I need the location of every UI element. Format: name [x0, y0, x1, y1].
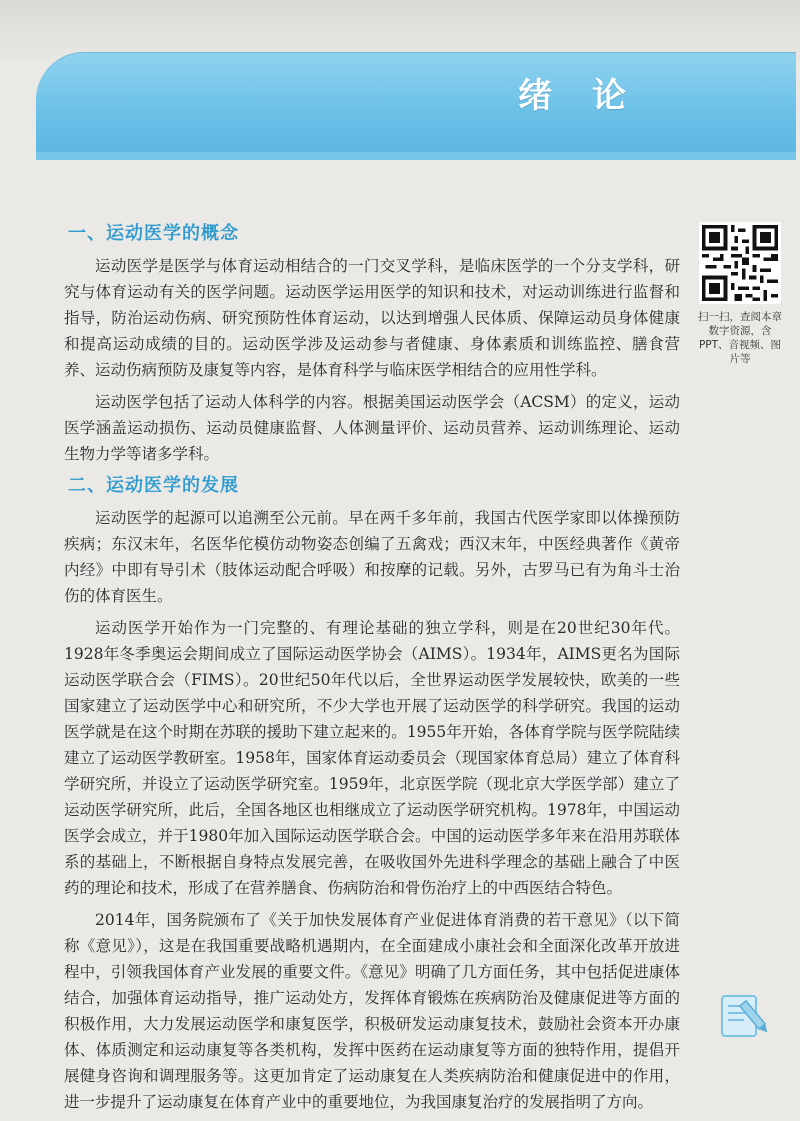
- qr-code-icon: [702, 225, 778, 301]
- section-heading-development: 二、运动医学的发展: [68, 475, 239, 496]
- chapter-banner: [36, 52, 796, 159]
- section-heading-concept: 一、运动医学的概念: [68, 223, 239, 244]
- digital-resources-sidebar: [696, 222, 784, 366]
- chapter-title: 绪 论: [518, 76, 640, 116]
- notes-pencil-icon: [716, 986, 772, 1042]
- paragraph: 2014年，国务院颁布了《关于加快发展体育产业促进体育消费的若干意见》（以下简称《意见》），这是在我国重要战略机遇期内，在全面建成小康社会和全面深化改革开放进程中，引领我国体育产业发展的重要文件。《意见》明确了几方面任务，其中包括促进康体结合，加强体育运动指导，推广运动处方，发挥体育锻炼在疾病防治及健康促进等方面的积极作用，大力发展运动医学和康复医学，积极研发运动康复技术，鼓励社会资本开办康体、体质测定和运动康复等各类机构，发挥中医药在运动康复等方面的独特作用，提倡开展健身咨询和调理服务等。这更加肯定了运动康复在人类疾病防治和健康促进中的作用，进一步提升了运动康复在体育产业中的重要地位，为我国康复治疗的发展指明了方向。: [64, 911, 680, 1111]
- paragraph: 运动医学的起源可以追溯至公元前。早在两千多年前，我国古代医学家即以体操预防疾病；东汉末年，名医华佗模仿动物姿态创编了五禽戏；西汉末年，中医经典著作《黄帝内经》中即有导引术（肢体运动配合呼吸）和按摩的记载。另外，古罗马已有为角斗士治伤的体育医生。: [64, 509, 680, 605]
- paragraph: 运动医学包括了运动人体科学的内容。根据美国运动医学会（ACSM）的定义，运动医学涵盖运动损伤、运动员健康监督、人体测量评价、运动员营养、运动训练理论、运动生物力学等诸多学科。: [64, 393, 680, 463]
- banner-strip: [36, 152, 796, 160]
- main-content: [64, 215, 680, 1121]
- page-top-bleed: [0, 0, 800, 60]
- paragraph: 运动医学开始作为一门完整的、有理论基础的独立学科，则是在20世纪30年代。1928年冬季奥运会期间成立了国际运动医学协会（AIMS）。1934年，AIMS更名为国际运动医学联合会（FIMS）。20世纪50年代以后，全世界运动医学发展较快，欧美的一些国家建立了运动医学中心和研究所，不少大学也开展了运动医学的科学研究。我国的运动医学就是在这个时期在苏联的援助下建立起来的。1955年开始，各体育学院与医学院陆续建立了运动医学教研室。1958年，国家体育运动委员会（现国家体育总局）建立了体育科学研究所，并设立了运动医学研究室。1959年，北京医学院（现北京大学医学部）建立了运动医学研究所，此后，全国各地区也相继成立了运动医学研究机构。1978年，中国运动医学会成立，并于1980年加入国际运动医学联合会。中国的运动医学多年来在沿用苏联体系的基础上，不断根据自身特点发展完善，在吸收国外先进科学理念的基础上融合了中医药的理论和技术，形成了在营养膳食、伤病防治和骨伤治疗上的中西医结合特色。: [64, 619, 680, 897]
- qr-caption: 扫一扫，查阅本章数字资源，含PPT、音视频、图片等: [698, 311, 782, 365]
- paragraph: 运动医学是医学与体育运动相结合的一门交叉学科，是临床医学的一个分支学科，研究与体育运动有关的医学问题。运动医学运用医学的知识和技术，对运动训练进行监督和指导，防治运动伤病、研究预防性体育运动，以达到增强人民体质、保障运动员身体健康和提高运动成绩的目的。运动医学涉及运动参与者健康、身体素质和训练监控、膳食营养、运动伤病预防及康复等内容，是体育科学与临床医学相结合的应用性学科。: [64, 257, 680, 379]
- qr-code[interactable]: [699, 222, 781, 304]
